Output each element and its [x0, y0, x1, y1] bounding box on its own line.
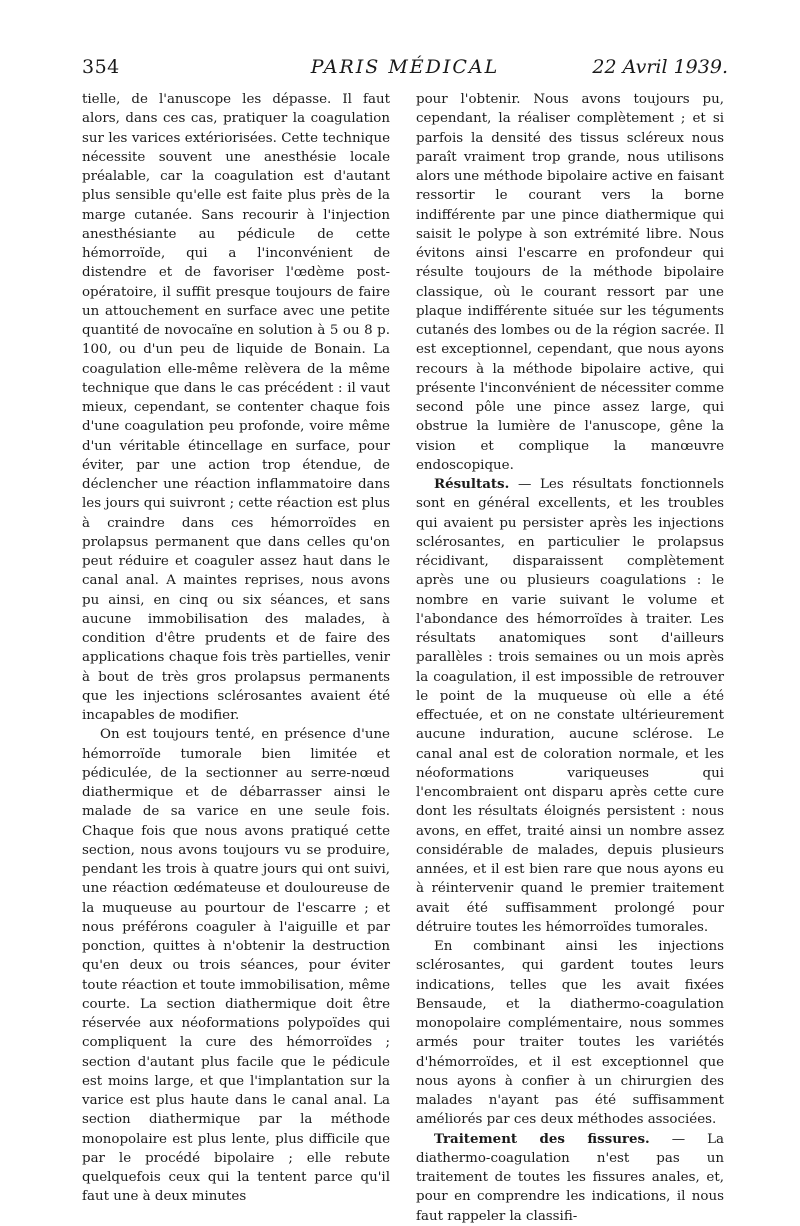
fissures-heading: Traitement des fissures. — [434, 1130, 650, 1147]
results-paragraph — [416, 475, 724, 937]
left-paragraph-2: On est toujours tenté, en présence d'une hémorroïde tumorale bien limitée et pédiculée, de la sectionner au serre-nœud diathermique et de débarrasser ainsi le malade de sa varice en une seule fois. Chaque fois que nous avons pratiqué cette section, nous avons toujours vu se produire, pendant les trois à quatre jours qui ont suivi, une réaction œdémateuse et douloureuse de la muqueuse au pourtour de l'escarre ; et nous préférons coaguler à l'aiguille et par ponction, quittes à n'obtenir la destruction qu'en deux ou trois séances, pour éviter toute réaction et toute immobilisation, même courte. La section diathermique doit être réservée aux néoformations polypoïdes qui compliquent la cure des hémorroïdes ; section d'autant plus facile que le pédicule est moins large, et que l'implantation sur la varice est plus haute dans le canal anal. La section diathermique par la méthode monopolaire est plus lente, plus difficile que par le procédé bipolaire ; elle rebute quelquefois ceux qui la tentent parce qu'il faut une à deux minutes — [82, 727, 390, 1205]
fissures-paragraph — [416, 1130, 724, 1226]
right-column — [416, 90, 724, 1226]
results-text: — Les résultats fonctionnels sont en général excellents, et les troubles qui avaient pu persister après les injections sclérosantes, en particulier le prolapsus récidivant, disparaissent complètement après une ou plusieurs coagulations : le nombre en varie suivant le volume et l'abondance des hémorroïdes à traiter. Les résultats anatomiques sont d'ailleurs parallèles : trois semaines ou un mois après la coagulation, il est impossible de retrouver le point de la muqueuse où elle a été effectuée, et on ne constate ultérieurement aucune induration, aucune sclérose. Le canal anal est de coloration normale, et les néoformations variqueuses qui l'encombraient ont disparu après cette cure dont les résultats éloignés persistent : nous avons, en effet, traité ainsi un nombre assez considérable de malades, depuis plusieurs années, et il est bien rare que nous ayons eu à réintervenir quand le premier traitement avait été suffisamment prolongé pour détruire toutes les hémorroïdes tumorales. — [416, 477, 724, 935]
results-heading: Résultats. — [434, 476, 510, 492]
journal-title: PARIS MÉDICAL — [310, 56, 500, 78]
fissures-text: — La diathermo-coagulation n'est pas un traitement de toutes les fissures anales, et, pour en comprendre les indications, il nous faut rappeler la classifi- — [416, 1131, 724, 1224]
left-paragraph-1: tielle, de l'anuscope les dépasse. Il faut alors, dans ces cas, pratiquer la coagulation sur les varices extériorisées. Cette technique nécessite souvent une anesthésie locale préalable, car la coagulation est d'autant plus sensible qu'elle est faite plus près de la marge cutanée. Sans recourir à l'injection anesthésiante au pédicule de cette hémorroïde, qui a l'inconvénient de distendre et de favoriser l'œdème post-opératoire, il suffit presque toujours de faire un attouchement en surface avec une petite quantité de novocaïne en solution à 5 ou 8 p. 100, ou d'un peu de liquide de Bonain. La coagulation elle-même relèvera de la même technique que dans le cas précédent : il vaut mieux, cependant, se contenter chaque fois d'une coagulation peu profonde, voire même d'un véritable étincellage en surface, pour éviter, par une action trop étendue, de déclencher une réaction inflammatoire dans les jours qui suivront ; cette réaction est plus à craindre dans ces hémorroïdes en prolapsus permanent que dans celles qu'on peut réduire et coaguler assez haut dans le canal anal. A maintes reprises, nous avons pu ainsi, en cinq ou six séances, et sans aucune immobilisation des malades, à condition d'être prudents et de faire des applications chaque fois très partielles, venir à bout de très gros prolapsus permanents que les injections sclérosantes avaient été incapables de modifier. — [82, 92, 390, 723]
running-header — [82, 56, 728, 84]
issue-date: 22 Avril 1939. — [592, 56, 728, 78]
left-column — [82, 90, 390, 1207]
right-paragraph-3: En combinant ainsi les injections sclérosantes, qui gardent toutes leurs indications, telles que les avait fixées Bensaude, et la diathermo-coagulation monopolaire complémentaire, nous sommes armés pour traiter toutes les variétés d'hémorroïdes, et il est exceptionnel que nous ayons à confier à un chirurgien des malades n'ayant pas été suffisamment améliorés par ces deux méthodes associées. — [416, 939, 724, 1128]
right-paragraph-1: pour l'obtenir. Nous avons toujours pu, cependant, la réaliser complètement ; et si parfois la densité des tissus scléreux nous paraît vraiment trop grande, nous utilisons alors une méthode bipolaire active en faisant ressortir le courant vers la borne indifférente par une pince diathermique qui saisit le polype à son extrémité libre. Nous évitons ainsi l'escarre en profondeur qui résulte toujours de la méthode bipolaire classique, où le courant ressort par une plaque indifférente située sur les téguments cutanés des lombes ou de la région sacrée. Il est exceptionnel, cependant, que nous ayons recours à la méthode bipolaire active, qui présente l'inconvénient de nécessiter comme second pôle une pince assez large, qui obstrue la lumière de l'anuscope, gêne la vision et complique la manœuvre endoscopique. — [416, 92, 724, 473]
page-number: 354 — [82, 56, 120, 78]
